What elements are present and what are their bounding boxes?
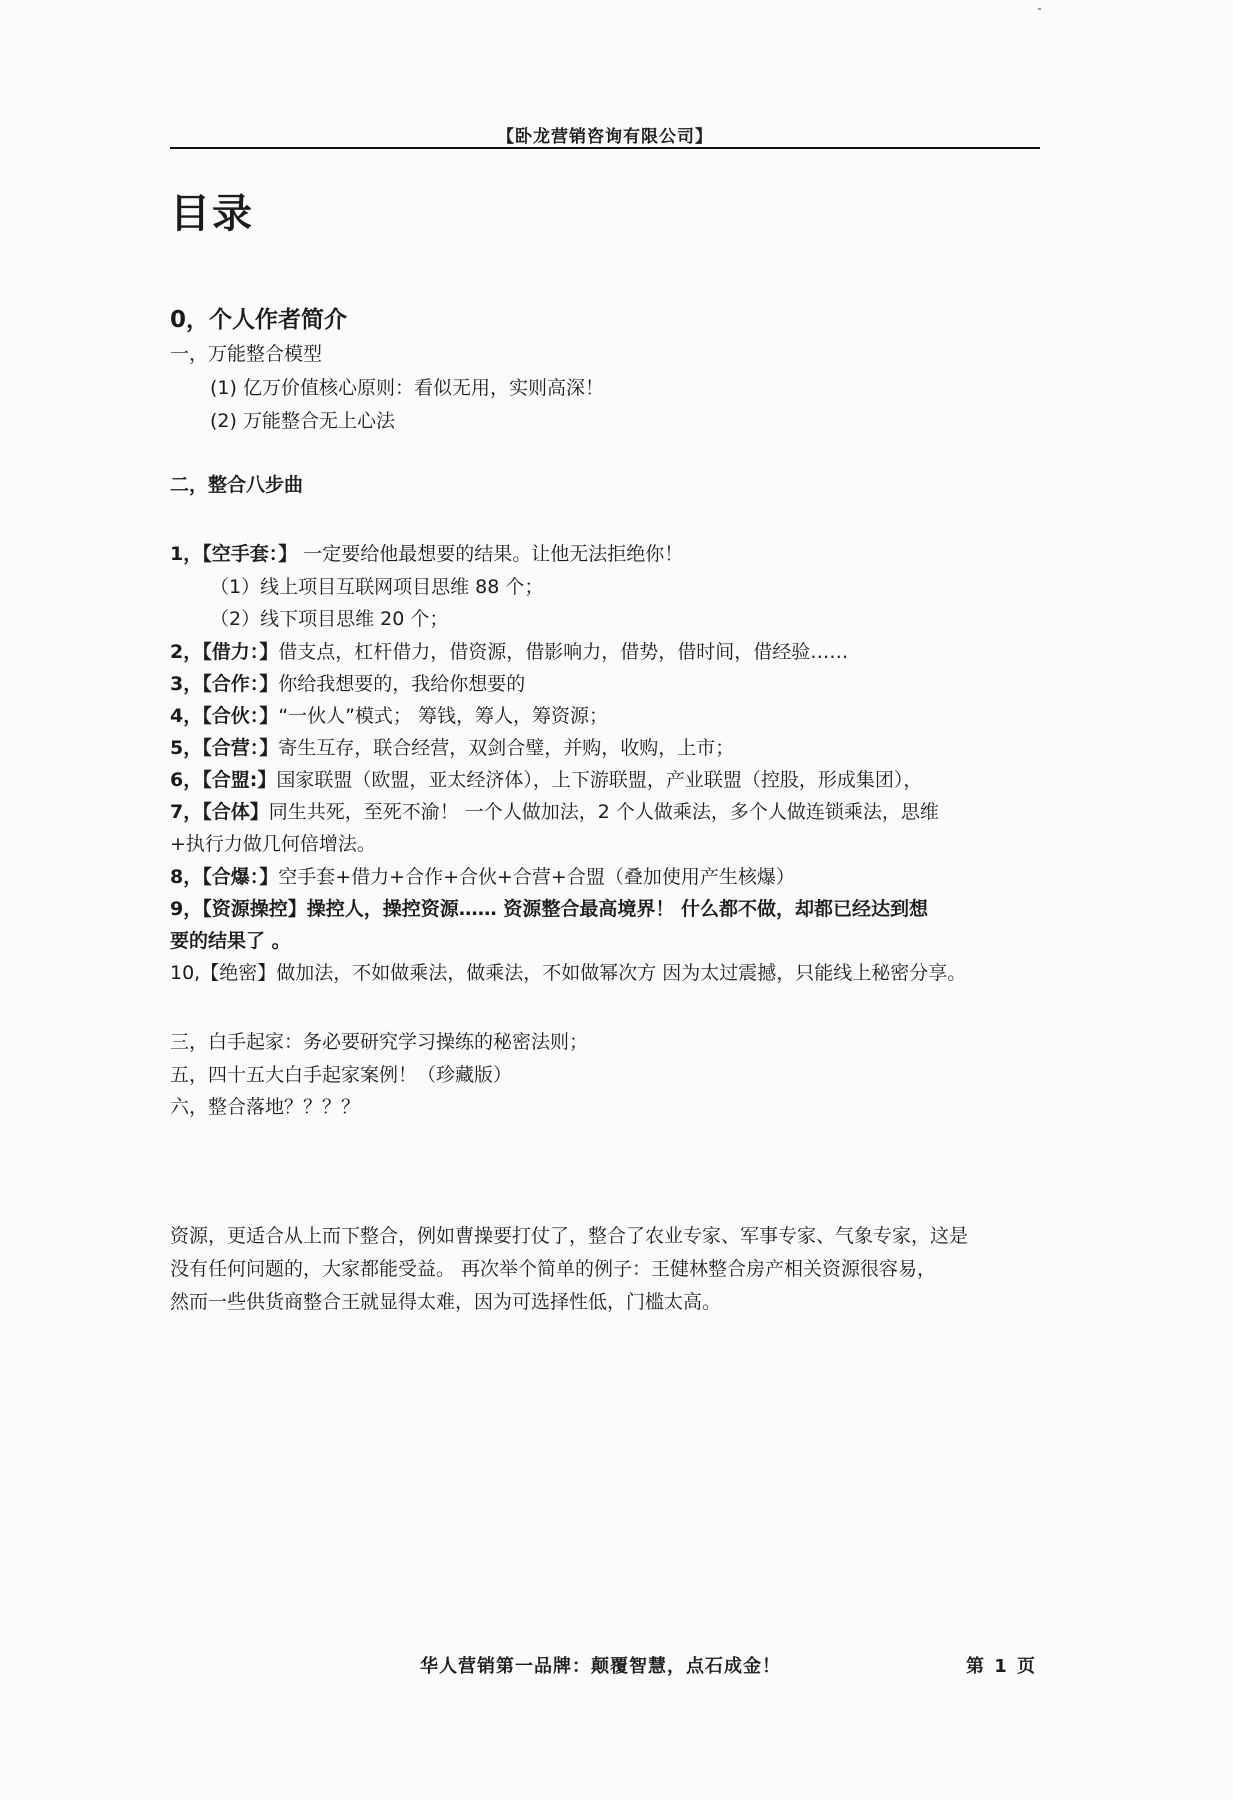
- step-3-text: 你给我想要的，我给你想要的: [278, 673, 526, 695]
- header-company: 【卧龙营销咨询有限公司】: [497, 127, 713, 147]
- header-divider: [170, 147, 1040, 149]
- paragraph-line: 没有任何问题的，大家都能受益。 再次举个简单的例子：王健林整合房产相关资源很容易，: [170, 1258, 937, 1280]
- step-5-label: 5，【合营：】: [170, 737, 279, 759]
- step-2-label: 2，【借力：】: [170, 641, 279, 663]
- paragraph-line: 然而一些供货商整合王就显得太难，因为可选择性低，门槛太高。: [170, 1291, 722, 1313]
- step-4-label: 4，【合伙：】: [170, 705, 279, 727]
- toc-section-1-item: (1) 亿万价值核心原则：看似无用，实则高深！: [210, 377, 604, 399]
- toc-section-1: 一，万能整合模型: [170, 343, 323, 365]
- step-8-text: 空手套+借力+合作+合伙+合营+合盟（叠加使用产生核爆）: [278, 866, 795, 888]
- step-8: [170, 864, 795, 890]
- step-2: [170, 639, 848, 665]
- scan-speck: [1038, 8, 1041, 10]
- step-3: [170, 671, 525, 697]
- step-2-text: 借支点，杠杆借力，借资源，借影响力，借势，借时间，借经验……: [278, 641, 849, 663]
- toc-section-1-item: (2) 万能整合无上心法: [210, 410, 395, 432]
- step-9: 9，【资源操控】操控人，操控资源…… 资源整合最高境界！ 什么都不做，却都已经达到想: [170, 898, 928, 920]
- step-7: [170, 799, 939, 825]
- toc-section-3: 三，白手起家：务必要研究学习操练的秘密法则；: [170, 1031, 589, 1053]
- step-1-label: 1，【空手套：】: [170, 543, 298, 565]
- paragraph-line: 资源，更适合从上而下整合，例如曹操要打仗了，整合了农业专家、军事专家、气象专家，这是: [170, 1225, 969, 1247]
- step-7-text: 同生共死，至死不渝！ 一个人做加法，2 个人做乘法，多个人做连锁乘法，思维: [268, 801, 939, 823]
- step-1-sub: （1）线上项目互联网项目思维 88 个；: [210, 576, 544, 598]
- toc-title: 目录: [170, 191, 254, 237]
- step-3-label: 3，【合作：】: [170, 673, 279, 695]
- step-6: [170, 767, 922, 793]
- step-5-text: 寄生互存，联合经营，双剑合璧，并购，收购，上市；: [278, 737, 735, 759]
- step-1: [170, 541, 683, 567]
- step-9-continued: 要的结果了 。: [170, 930, 291, 952]
- step-10: 10,【绝密】做加法，不如做乘法，做乘法，不如做幂次方 因为太过震撼，只能线上秘密分享。: [170, 962, 967, 984]
- toc-section-2: 二，整合八步曲: [170, 474, 304, 496]
- step-1-text: 一定要给他最想要的结果。让他无法拒绝你！: [297, 543, 684, 565]
- toc-section-6: 六，整合落地？？？？: [170, 1096, 361, 1118]
- footer-slogan: 华人营销第一品牌：颠覆智慧，点石成金！: [420, 1656, 781, 1677]
- step-6-label: 6，【合盟:】: [170, 769, 277, 791]
- step-1-sub: （2）线下项目思维 20 个；: [210, 608, 449, 630]
- step-5: [170, 735, 734, 761]
- step-7-continued: +执行力做几何倍增法。: [170, 833, 376, 855]
- toc-section-5: 五，四十五大白手起家案例！（珍藏版）: [170, 1064, 513, 1086]
- step-8-label: 8，【合爆：】: [170, 866, 279, 888]
- step-6-text: 国家联盟（欧盟，亚太经济体），上下游联盟，产业联盟（控股，形成集团），: [276, 769, 923, 791]
- step-4: [170, 703, 608, 729]
- toc-section-0: 0，个人作者简介: [170, 307, 348, 333]
- step-4-text: “一伙人”模式； 筹钱，筹人，筹资源；: [278, 705, 608, 727]
- page-number: 第 1 页: [966, 1656, 1038, 1677]
- step-7-label: 7，【合体】: [170, 801, 269, 823]
